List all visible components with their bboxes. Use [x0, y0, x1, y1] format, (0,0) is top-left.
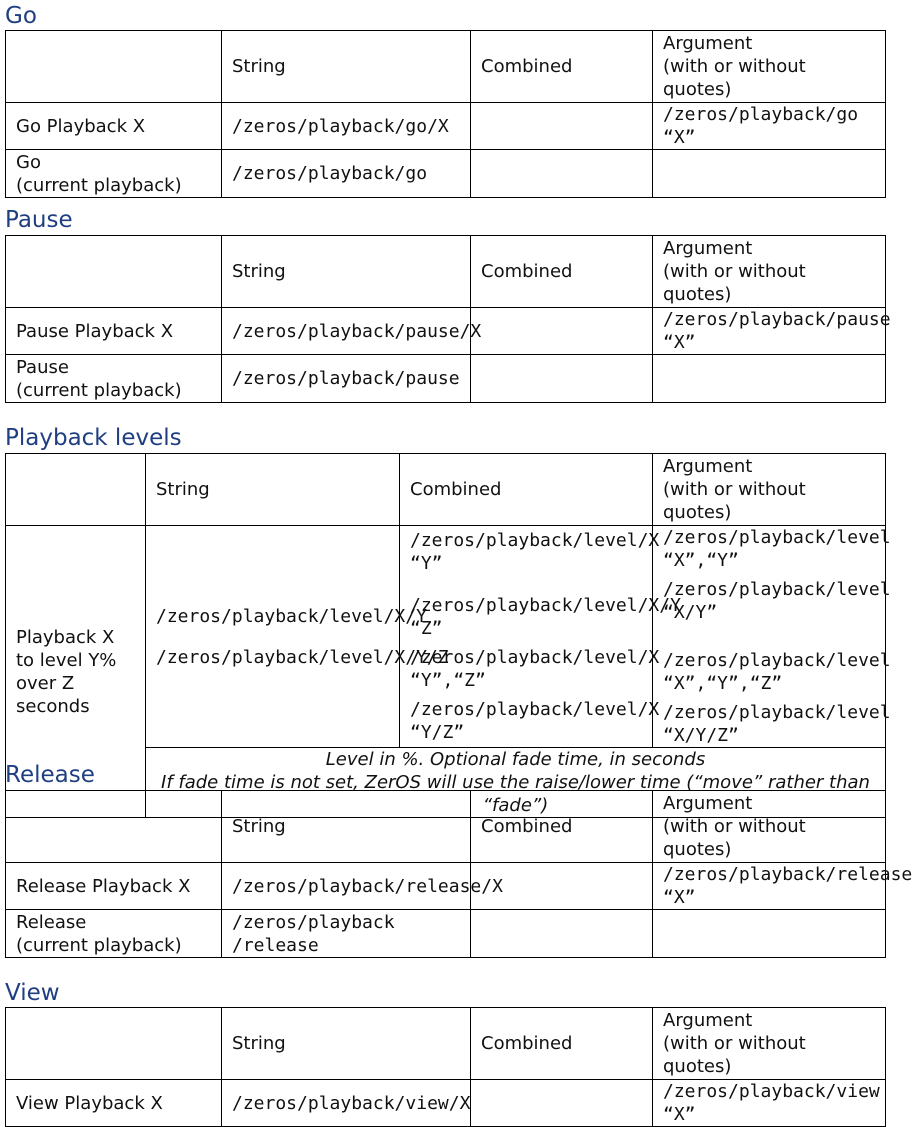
argument-value: /zeros/playback/level “X”,“Y” — [663, 527, 891, 571]
string-header: String — [222, 1008, 471, 1080]
combined-header: Combined — [471, 791, 653, 863]
row-label: Playback X to level Y% over Z seconds — [6, 526, 146, 818]
combined-header: Combined — [471, 1008, 653, 1080]
section-title-view: View — [5, 980, 60, 1006]
row-label: Release (current playback) — [6, 910, 222, 958]
combined-value: /zeros/playback/level/X/Y “Z” — [410, 595, 681, 639]
combined-header: Combined — [400, 454, 653, 526]
argument-cell: /zeros/playback/view “X” — [653, 1080, 886, 1127]
row-label: Go Playback X — [6, 103, 222, 150]
table-row — [6, 526, 886, 748]
blank-header-cell — [6, 791, 222, 863]
argument-cell: /zeros/playback/go “X” — [653, 103, 886, 150]
string-header: String — [146, 454, 400, 526]
combined-value: /zeros/playback/level/X “Y/Z” — [410, 699, 660, 743]
table-row — [6, 355, 886, 403]
header-row — [6, 236, 886, 308]
argument-header: Argument (with or without quotes) — [653, 1008, 886, 1080]
argument-cell — [653, 526, 891, 748]
table-row — [6, 910, 886, 958]
argument-header: Argument (with or without quotes) — [653, 791, 886, 863]
argument-cell — [653, 355, 886, 403]
string-value: /zeros/playback/level/X/Y/Z — [156, 646, 449, 668]
argument-value: /zeros/playback/level “X”,“Y”,“Z” — [663, 650, 891, 694]
string-cell — [146, 526, 449, 748]
combined-cell — [400, 526, 681, 748]
combined-cell — [471, 308, 653, 355]
row-label: View Playback X — [6, 1080, 222, 1127]
section-title-release: Release — [5, 762, 95, 788]
combined-cell — [471, 103, 653, 150]
note-line: If fade time is not set, ZerOS will use the raise/lower time (“move” rather than “fade”) — [161, 772, 870, 816]
table-row — [6, 308, 886, 355]
combined-value: /zeros/playback/level/X “Y”,“Z” — [410, 647, 660, 691]
combined-cell — [471, 150, 653, 198]
section-title-playback-levels: Playback levels — [5, 425, 182, 451]
argument-value: /zeros/playback/level “X/Y” — [663, 579, 891, 623]
string-cell: /zeros/playback/view/X — [222, 1080, 471, 1127]
pause-table — [5, 235, 891, 403]
string-cell: /zeros/playback/pause/X — [222, 308, 471, 355]
row-label: Release Playback X — [6, 863, 222, 910]
argument-cell: /zeros/playback/release “X” — [653, 863, 886, 910]
argument-cell — [653, 910, 886, 958]
argument-header: Argument (with or without quotes) — [653, 236, 886, 308]
blank-header-cell — [6, 1008, 222, 1080]
combined-header: Combined — [471, 236, 653, 308]
go-table — [5, 30, 886, 198]
section-title-pause: Pause — [5, 207, 73, 233]
header-row — [6, 791, 886, 863]
table-row — [6, 1080, 886, 1127]
combined-cell — [471, 355, 653, 403]
string-header: String — [222, 236, 471, 308]
string-cell: /zeros/playback /release — [222, 910, 471, 958]
combined-cell — [471, 910, 653, 958]
argument-cell — [653, 150, 886, 198]
string-cell: /zeros/playback/go — [222, 150, 471, 198]
view-table — [5, 1007, 886, 1127]
header-row — [6, 31, 886, 103]
string-cell: /zeros/playback/pause — [222, 355, 471, 403]
row-label: Pause Playback X — [6, 308, 222, 355]
string-value: /zeros/playback/level/X/Y — [156, 605, 427, 627]
blank-header-cell — [6, 236, 222, 308]
row-label: Go (current playback) — [6, 150, 222, 198]
playback-levels-table — [5, 453, 891, 818]
argument-header: Argument (with or without quotes) — [653, 454, 886, 526]
string-header: String — [222, 31, 471, 103]
combined-cell — [471, 1080, 653, 1127]
section-title-go: Go — [5, 3, 37, 29]
argument-cell: /zeros/playback/pause “X” — [653, 308, 886, 355]
string-header: String — [222, 791, 471, 863]
table-row — [6, 103, 886, 150]
combined-header: Combined — [471, 31, 653, 103]
string-cell: /zeros/playback/release/X — [222, 863, 471, 910]
table-row — [6, 150, 886, 198]
blank-header-cell — [6, 454, 146, 526]
blank-header-cell — [6, 31, 222, 103]
table-row — [6, 863, 886, 910]
string-cell: /zeros/playback/go/X — [222, 103, 471, 150]
argument-header: Argument (with or without quotes) — [653, 31, 886, 103]
release-table — [5, 790, 912, 958]
argument-value: /zeros/playback/level “X/Y/Z” — [663, 702, 891, 746]
row-label: Pause (current playback) — [6, 355, 222, 403]
header-row — [6, 1008, 886, 1080]
combined-value: /zeros/playback/level/X “Y” — [410, 530, 660, 574]
header-row — [6, 454, 886, 526]
note-line: Level in %. Optional fade time, in seconds — [325, 749, 706, 770]
